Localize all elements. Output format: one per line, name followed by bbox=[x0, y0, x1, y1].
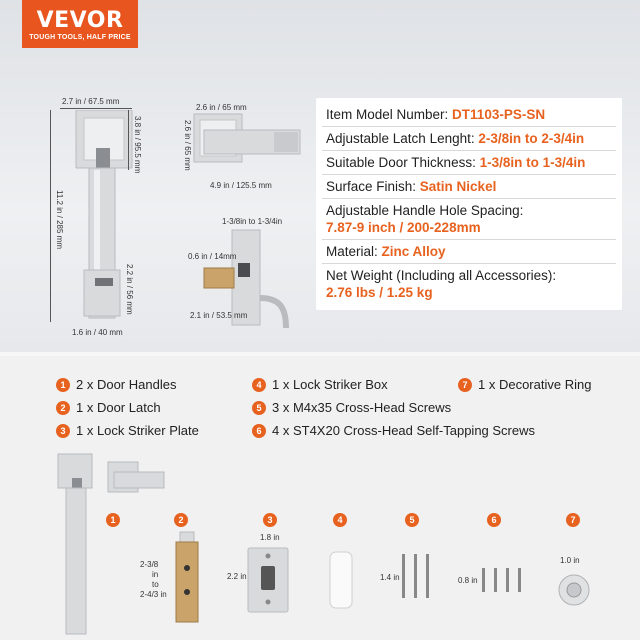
part-item-2: 2 1 x Door Latch bbox=[56, 400, 161, 415]
spec-hole-spacing-value: 7.87-9 inch / 200-228mm bbox=[326, 220, 481, 235]
short-screws-illustration bbox=[478, 566, 528, 596]
part-item-4: 4 1 x Lock Striker Box bbox=[252, 377, 388, 392]
part-badge-1: 1 bbox=[106, 513, 120, 527]
part-badge-2: 2 bbox=[174, 513, 188, 527]
dim-lever-rose-width: 2.6 in / 65 mm bbox=[196, 103, 247, 112]
dim-rose-height: 3.8 in / 95.5 mm bbox=[133, 116, 142, 174]
brand-name: VEVOR bbox=[36, 8, 124, 33]
dim-screw-short: 0.8 in bbox=[458, 576, 478, 585]
part-number-badge: 4 bbox=[252, 378, 266, 392]
dim-lever-length: 4.9 in / 125.5 mm bbox=[210, 181, 272, 190]
dim-latch-length: 2.1 in / 53.5 mm bbox=[190, 311, 248, 320]
part-number-badge: 3 bbox=[56, 424, 70, 438]
spec-door-thickness: Suitable Door Thickness: 1-3/8in to 1-3/4in bbox=[326, 155, 586, 170]
decorative-ring-illustration bbox=[556, 572, 592, 608]
part-number-badge: 7 bbox=[458, 378, 472, 392]
part-item-3: 3 1 x Lock Striker Plate bbox=[56, 423, 199, 438]
striker-plate-illustration bbox=[246, 546, 290, 614]
handles-part-illustration bbox=[56, 452, 166, 638]
spec-hole-spacing-label: Adjustable Handle Hole Spacing: bbox=[326, 203, 524, 218]
part-number-badge: 2 bbox=[56, 401, 70, 415]
dim-lever-rose-height: 2.6 in / 65 mm bbox=[183, 120, 192, 171]
dim-line-top bbox=[60, 108, 132, 109]
dim-latch-range-4: 2-4/3 in bbox=[140, 590, 167, 599]
part-item-7: 7 1 x Decorative Ring bbox=[458, 377, 591, 392]
spec-weight-label: Net Weight (Including all Accessories): bbox=[326, 268, 557, 283]
part-badge-5: 5 bbox=[405, 513, 419, 527]
dim-latch-range-3: to bbox=[152, 580, 159, 589]
dim-total-height: 11.2 in / 285 mm bbox=[55, 190, 64, 249]
part-badge-3: 3 bbox=[263, 513, 277, 527]
dim-latch-range-2: in bbox=[152, 570, 159, 579]
brand-tagline: TOUGH TOOLS, HALF PRICE bbox=[29, 34, 131, 41]
dim-handle-width: 2.7 in / 67.5 mm bbox=[62, 97, 120, 106]
dim-line-left bbox=[50, 110, 51, 322]
dim-bottom-width: 1.6 in / 40 mm bbox=[72, 328, 123, 337]
lever-illustration bbox=[190, 112, 310, 182]
part-item-1: 1 2 x Door Handles bbox=[56, 377, 176, 392]
part-number-badge: 5 bbox=[252, 401, 266, 415]
part-badge-6: 6 bbox=[487, 513, 501, 527]
dim-striker-height: 2.2 in bbox=[227, 572, 247, 581]
spec-card bbox=[316, 98, 622, 310]
dim-latch-range-1: 2-3/8 bbox=[140, 560, 159, 569]
spec-weight-value: 2.76 lbs / 1.25 kg bbox=[326, 285, 433, 300]
dim-bottom-height: 2.2 in / 56 mm bbox=[125, 264, 134, 315]
striker-box-illustration bbox=[326, 550, 356, 610]
part-number-badge: 1 bbox=[56, 378, 70, 392]
spec-material: Material: Zinc Alloy bbox=[326, 244, 446, 259]
part-number-badge: 6 bbox=[252, 424, 266, 438]
part-badge-4: 4 bbox=[333, 513, 347, 527]
long-screws-illustration bbox=[398, 552, 438, 602]
spec-latch-length: Adjustable Latch Lenght: 2-3/8in to 2-3/4in bbox=[326, 131, 585, 146]
dim-latch-depth: 0.6 in / 14mm bbox=[188, 252, 237, 261]
dim-striker-width: 1.8 in bbox=[260, 533, 280, 542]
spec-surface-finish: Surface Finish: Satin Nickel bbox=[326, 179, 497, 194]
dim-ring: 1.0 in bbox=[560, 556, 580, 565]
spec-model: Item Model Number: DT1103-PS-SN bbox=[326, 107, 546, 122]
part-item-5: 5 3 x M4x35 Cross-Head Screws bbox=[252, 400, 451, 415]
dim-screw-long: 1.4 in bbox=[380, 573, 400, 582]
dim-backset: 1-3/8in to 1-3/4in bbox=[222, 217, 283, 226]
part-badge-7: 7 bbox=[566, 513, 580, 527]
brand-logo bbox=[22, 0, 138, 48]
latch-part-illustration bbox=[166, 530, 206, 630]
latch-illustration bbox=[200, 228, 310, 338]
dim-line-right bbox=[128, 110, 129, 170]
part-item-6: 6 4 x ST4X20 Cross-Head Self-Tapping Screws bbox=[252, 423, 535, 438]
